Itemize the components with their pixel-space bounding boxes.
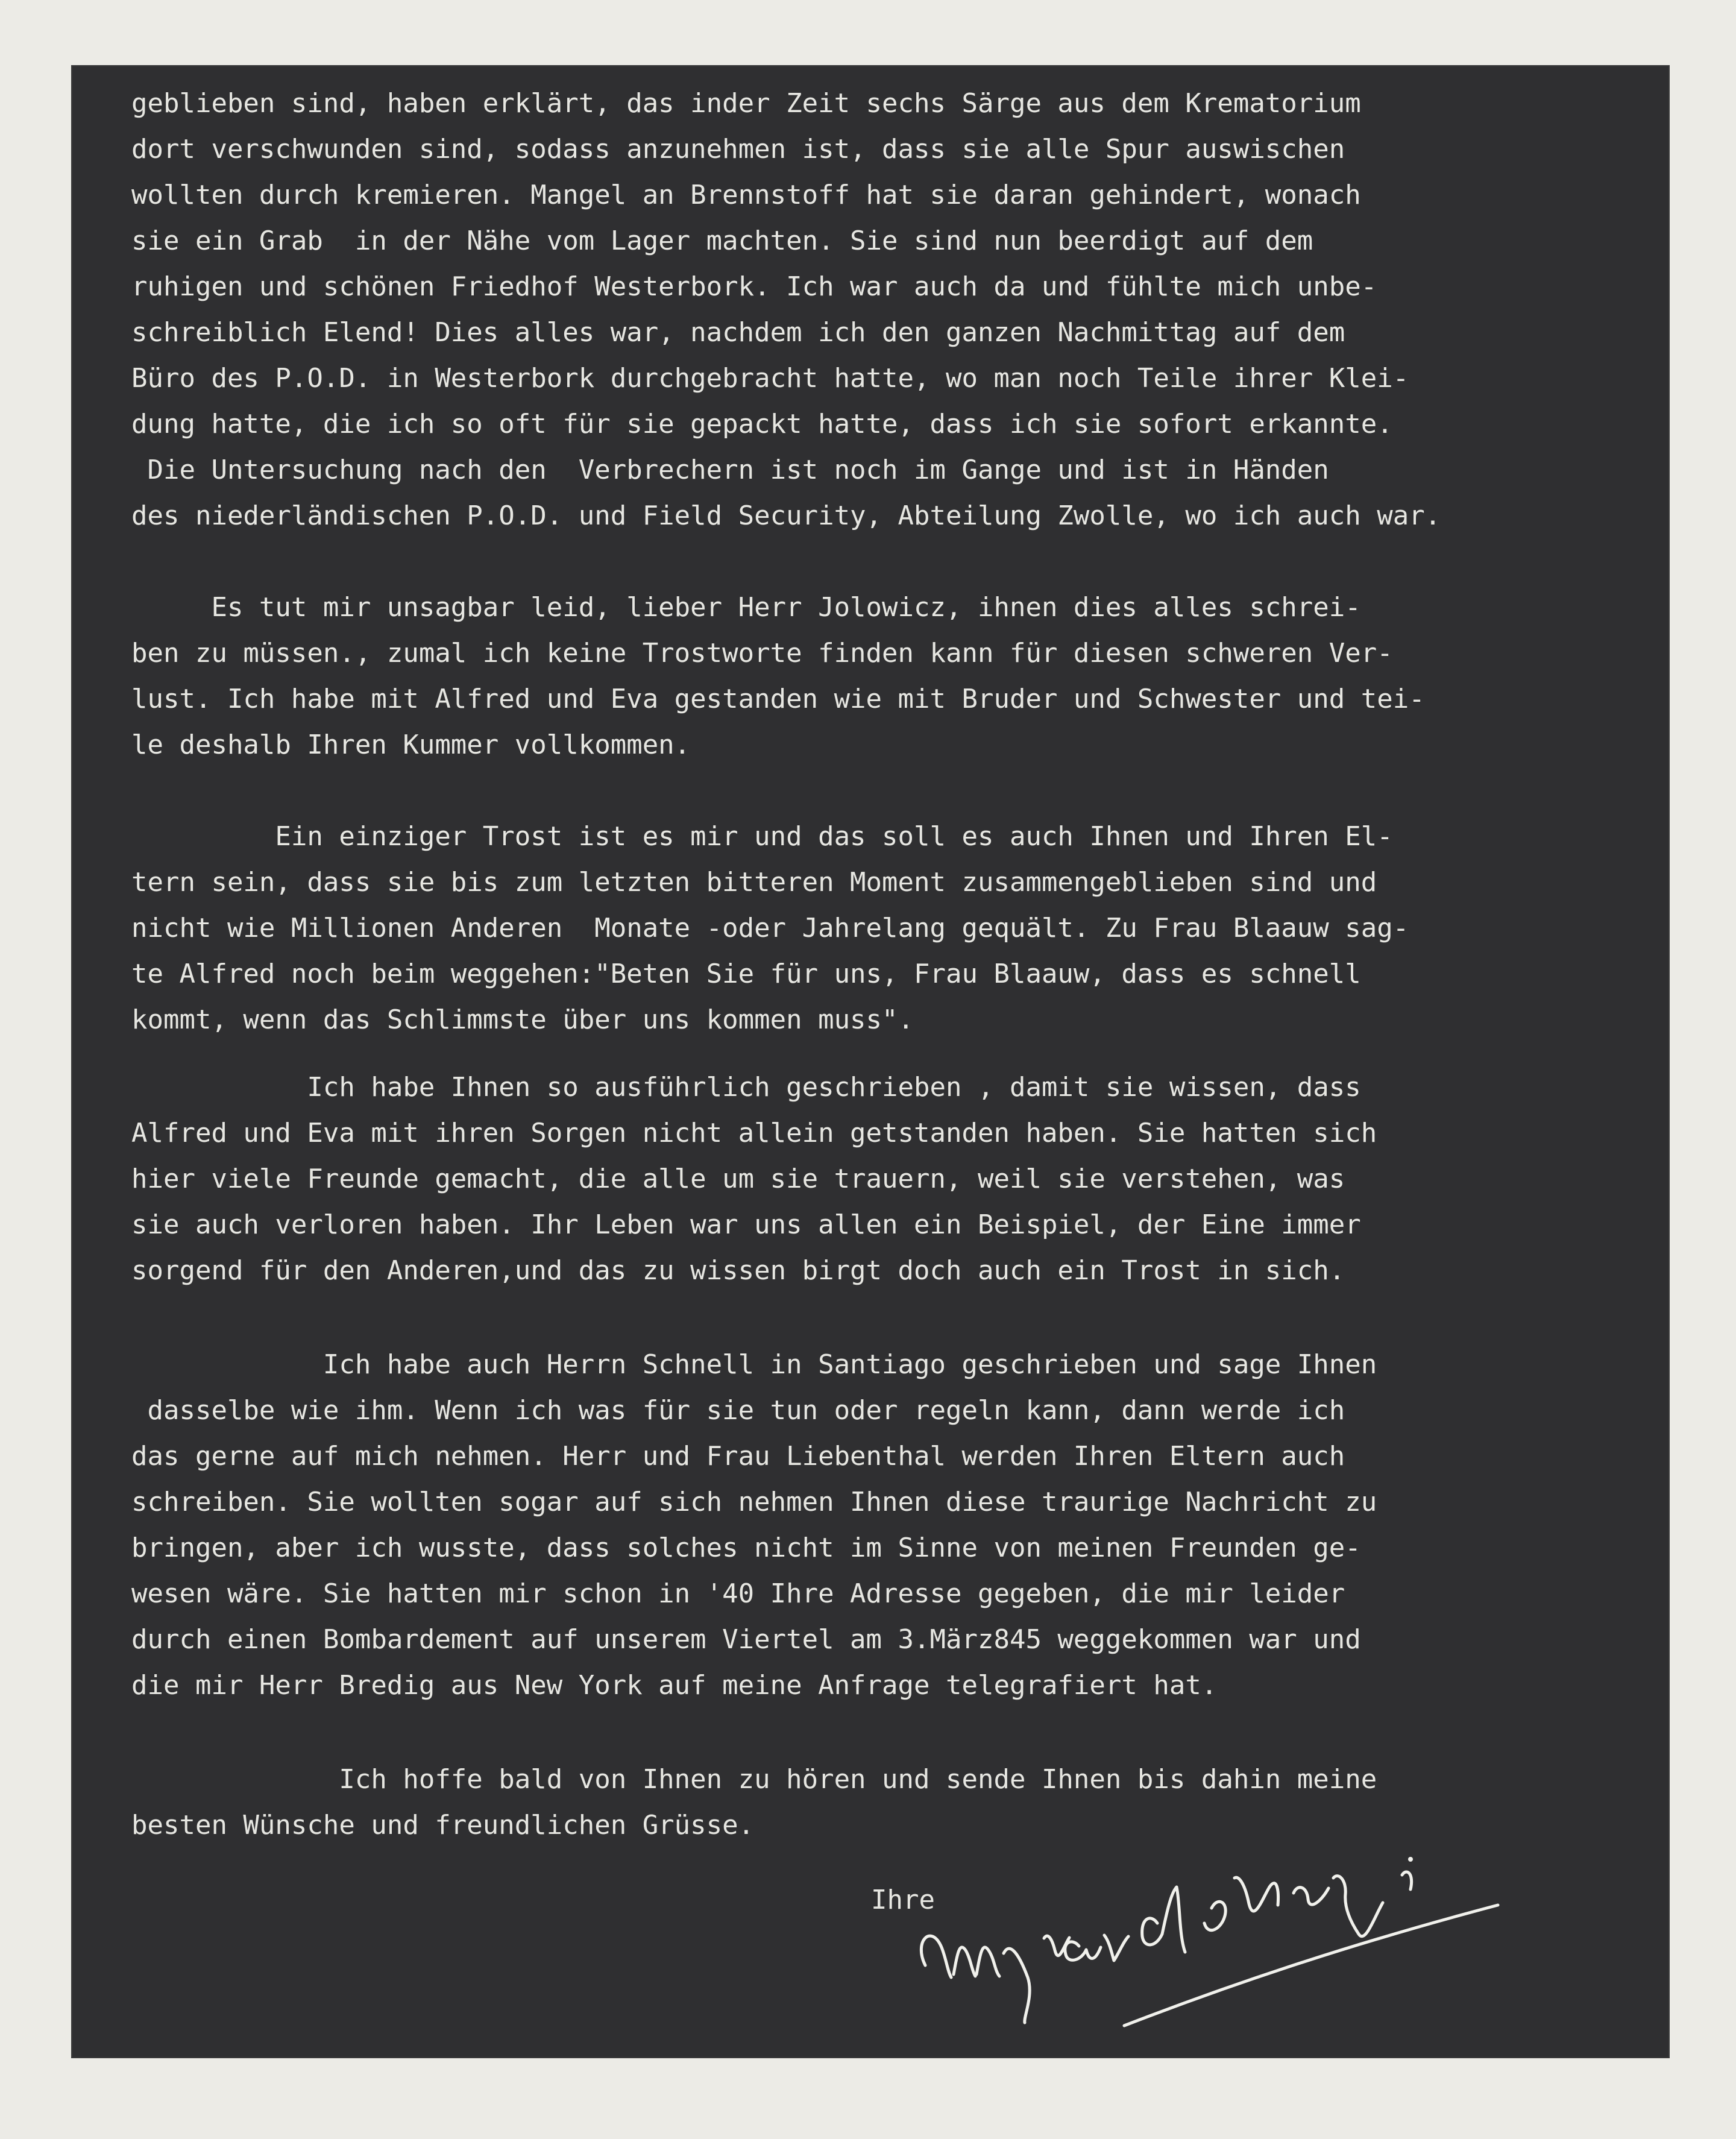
- letter-line: ruhigen und schönen Friedhof Westerbork. Ich war auch da und fühlte mich unbe-: [131, 271, 1377, 302]
- letter-line: sie auch verloren haben. Ihr Leben war uns allen ein Beispiel, der Eine immer: [131, 1209, 1361, 1240]
- handwritten-signature: [904, 1851, 1519, 2032]
- letter-line: Ich habe Ihnen so ausführlich geschrieben , damit sie wissen, dass: [131, 1072, 1361, 1103]
- letter-line: hier viele Freunde gemacht, die alle um sie trauern, weil sie verstehen, was: [131, 1164, 1345, 1194]
- letter-line: lust. Ich habe mit Alfred und Eva gestanden wie mit Bruder und Schwester und tei-: [131, 684, 1425, 714]
- letter-line: tern sein, dass sie bis zum letzten bitteren Moment zusammengeblieben sind und: [131, 867, 1377, 898]
- letter-line: kommt, wenn das Schlimmste über uns kommen muss".: [131, 1004, 914, 1035]
- letter-line: dung hatte, die ich so oft für sie gepackt hatte, dass ich sie sofort erkannte.: [131, 409, 1393, 439]
- letter-line: ben zu müssen., zumal ich keine Trostworte finden kann für diesen schweren Ver-: [131, 638, 1393, 669]
- letter-line: Alfred und Eva mit ihren Sorgen nicht allein getstanden haben. Sie hatten sich: [131, 1118, 1377, 1148]
- letter-body: [72, 66, 1668, 2057]
- letter-line: sorgend für den Anderen,und das zu wissen birgt doch auch ein Trost in sich.: [131, 1255, 1345, 1286]
- letter-line: Büro des P.O.D. in Westerbork durchgebracht hatte, wo man noch Teile ihrer Klei-: [131, 363, 1409, 394]
- letter-line: schreiben. Sie wollten sogar auf sich nehmen Ihnen diese traurige Nachricht zu: [131, 1487, 1377, 1517]
- letter-line: sie ein Grab in der Nähe vom Lager machten. Sie sind nun beerdigt auf dem: [131, 225, 1313, 256]
- letter-line: des niederländischen P.O.D. und Field Security, Abteilung Zwolle, wo ich auch war.: [131, 500, 1441, 531]
- letter-line: schreiblich Elend! Dies alles war, nachdem ich den ganzen Nachmittag auf dem: [131, 317, 1345, 348]
- letter-line: wollten durch kremieren. Mangel an Brennstoff hat sie daran gehindert, wonach: [131, 180, 1361, 210]
- letter-line: Ich hoffe bald von Ihnen zu hören und sende Ihnen bis dahin meine: [131, 1764, 1377, 1795]
- letter-line: die mir Herr Bredig aus New York auf meine Anfrage telegrafiert hat.: [131, 1670, 1218, 1701]
- letter-line: Es tut mir unsagbar leid, lieber Herr Jolowicz, ihnen dies alles schrei-: [131, 592, 1361, 623]
- letter-line: te Alfred noch beim weggehen:"Beten Sie für uns, Frau Blaauw, dass es schnell: [131, 959, 1361, 989]
- letter-line: besten Wünsche und freundlichen Grüsse.: [131, 1810, 755, 1841]
- letter-line: Ich habe auch Herrn Schnell in Santiago geschrieben und sage Ihnen: [131, 1349, 1377, 1380]
- letter-line: durch einen Bombardement auf unserem Viertel am 3.März845 weggekommen war und: [131, 1624, 1361, 1655]
- letter-line: dort verschwunden sind, sodass anzunehmen ist, dass sie alle Spur auswischen: [131, 134, 1345, 165]
- letter-line: bringen, aber ich wusste, dass solches nicht im Sinne von meinen Freunden ge-: [131, 1533, 1361, 1563]
- closing-salutation: Ihre: [871, 1885, 935, 1915]
- letter-sheet: [72, 66, 1668, 2057]
- letter-line: nicht wie Millionen Anderen Monate -oder Jahrelang gequält. Zu Frau Blaauw sag-: [131, 913, 1409, 943]
- letter-line: le deshalb Ihren Kummer vollkommen.: [131, 729, 691, 760]
- letter-line: geblieben sind, haben erklärt, das inder Zeit sechs Särge aus dem Krematorium: [131, 88, 1361, 119]
- letter-line: wesen wäre. Sie hatten mir schon in '40 Ihre Adresse gegeben, die mir leider: [131, 1578, 1345, 1609]
- letter-line: Ein einziger Trost ist es mir und das soll es auch Ihnen und Ihren El-: [131, 821, 1393, 852]
- letter-line: dasselbe wie ihm. Wenn ich was für sie tun oder regeln kann, dann werde ich: [131, 1395, 1345, 1426]
- letter-line: Die Untersuchung nach den Verbrechern ist noch im Gange und ist in Händen: [131, 455, 1329, 485]
- letter-line: das gerne auf mich nehmen. Herr und Frau Liebenthal werden Ihren Eltern auch: [131, 1441, 1345, 1472]
